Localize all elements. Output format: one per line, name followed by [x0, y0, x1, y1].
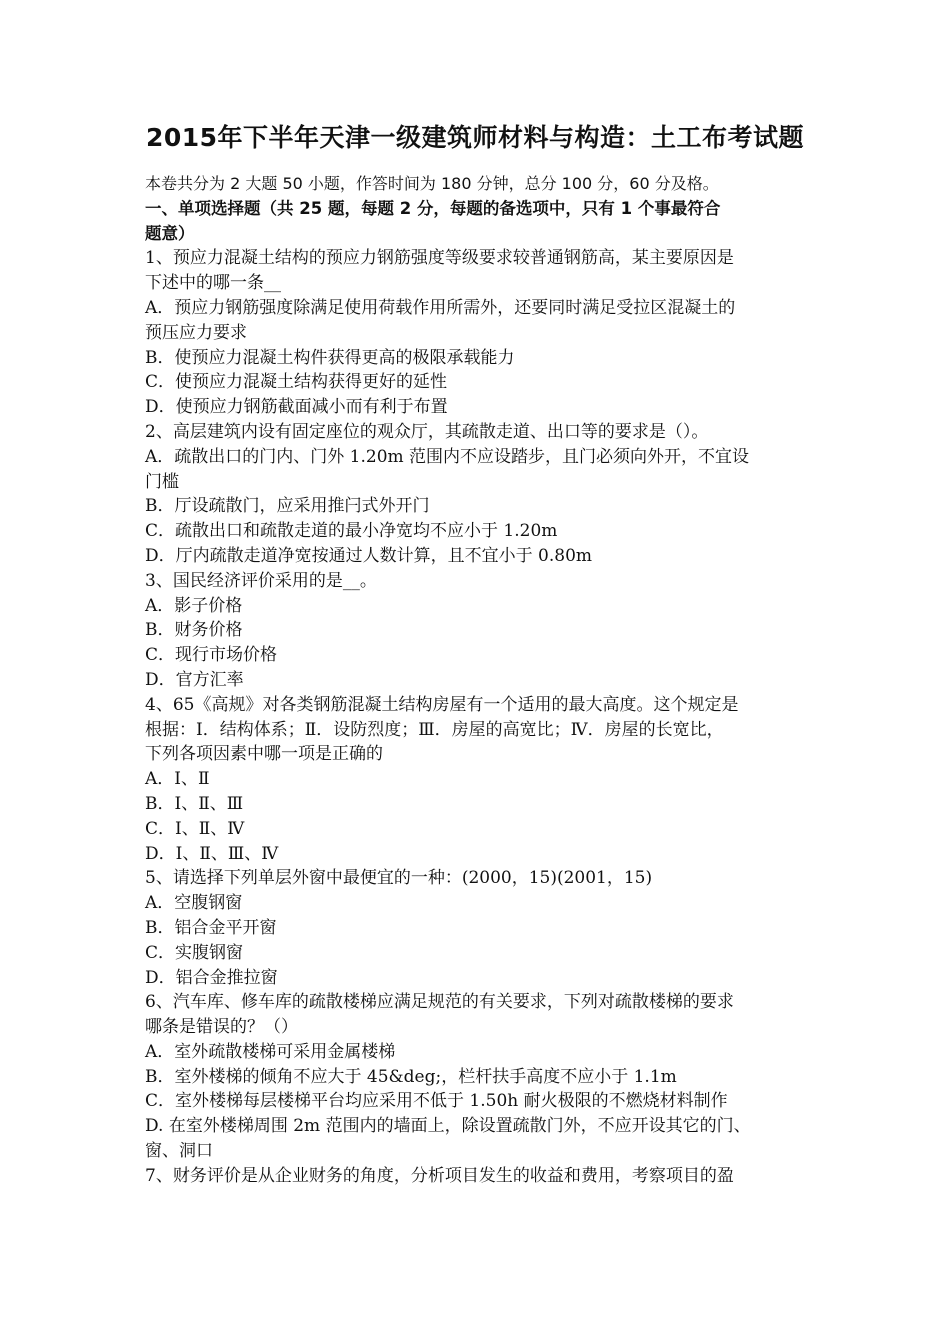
text-line: 门槛: [145, 471, 179, 492]
document-body: [145, 172, 815, 1189]
text-line: D．厅内疏散走道净宽按通过人数计算，且不宜小于 0.80m: [145, 545, 593, 566]
text-line: D．使预应力钢筋截面减小而有利于布置: [145, 397, 448, 418]
text-line: B．Ⅰ、Ⅱ、Ⅲ: [145, 793, 244, 814]
text-line: 2、高层建筑内设有固定座位的观众厅，其疏散走道、出口等的要求是（）。: [145, 421, 709, 442]
text-line: A．室外疏散楼梯可采用金属楼梯: [145, 1041, 396, 1062]
text-line: C．使预应力混凝土结构获得更好的延性: [145, 372, 448, 393]
text-line: A．影子价格: [145, 595, 243, 616]
text-line: D. 在室外楼梯周围 2m 范围内的墙面上，除设置疏散门外，不应开设其它的门、: [145, 1116, 751, 1137]
text-line: C．Ⅰ、Ⅱ、Ⅳ: [145, 818, 245, 839]
text-line: C．现行市场价格: [145, 645, 278, 666]
text-line: C．实腹钢窗: [145, 942, 244, 963]
text-line: C．疏散出口和疏散走道的最小净宽均不应小于 1.20m: [145, 521, 558, 542]
text-line: 5、请选择下列单层外窗中最便宜的一种：(2000，15)(2001，15): [145, 868, 653, 889]
text-line: A．疏散出口的门内、门外 1.20m 范围内不应设踏步，且门必须向外开，不宜设: [145, 446, 750, 467]
text-line: 4、65《高规》对各类钢筋混凝土结构房屋有一个适用的最大高度。这个规定是: [145, 694, 739, 715]
section-title-line-2: 题意）: [145, 223, 195, 243]
text-line: D．铝合金推拉窗: [145, 967, 278, 988]
text-line: 6、汽车库、修车库的疏散楼梯应满足规范的有关要求，下列对疏散楼梯的要求: [145, 992, 734, 1013]
section-title-line-1: 一、单项选择题（共 25 题，每题 2 分，每题的备选项中，只有 1 个事最符合: [145, 198, 721, 218]
text-line: D．Ⅰ、Ⅱ、Ⅲ、Ⅳ: [145, 843, 279, 864]
question-list: [145, 246, 815, 1188]
text-line: 7、财务评价是从企业财务的角度，分析项目发生的收益和费用，考察项目的盈: [145, 1165, 734, 1186]
text-line: B．室外楼梯的倾角不应大于 45&deg;，栏杆扶手高度不应小于 1.1m: [145, 1066, 677, 1087]
text-line: 根据：Ⅰ．结构体系；Ⅱ．设防烈度；Ⅲ．房屋的高宽比；Ⅳ．房屋的长宽比，: [145, 719, 724, 740]
exam-intro: 本卷共分为 2 大题 50 小题，作答时间为 180 分钟，总分 100 分，60 分及格。: [145, 174, 719, 193]
text-line: B．使预应力混凝土构件获得更高的极限承载能力: [145, 347, 515, 368]
document-title: 2015年下半年天津一级建筑师材料与构造：土工布考试题: [145, 123, 805, 152]
text-line: 1、预应力混凝土结构的预应力钢筋强度等级要求较普通钢筋高，某主要原因是: [145, 248, 734, 269]
text-line: B．财务价格: [145, 620, 243, 641]
text-line: A．预应力钢筋强度除满足使用荷载作用所需外，还要同时满足受拉区混凝土的: [145, 297, 736, 318]
text-line: B．厅设疏散门，应采用推闩式外开门: [145, 496, 430, 517]
text-line: D．官方汇率: [145, 669, 244, 690]
text-line: B．铝合金平开窗: [145, 917, 277, 938]
text-line: 窗、洞口: [145, 1141, 213, 1162]
text-line: A．空腹钢窗: [145, 893, 243, 914]
text-line: 3、国民经济评价采用的是__。: [145, 570, 377, 591]
text-line: 预压应力要求: [145, 322, 247, 343]
text-line: A．Ⅰ、Ⅱ: [145, 769, 210, 790]
text-line: 下列各项因素中哪一项是正确的: [145, 744, 383, 765]
text-line: 哪条是错误的？（）: [145, 1017, 298, 1038]
text-line: C．室外楼梯每层楼梯平台均应采用不低于 1.50h 耐火极限的不燃烧材料制作: [145, 1091, 728, 1112]
text-line: 下述中的哪一条__: [145, 273, 281, 294]
